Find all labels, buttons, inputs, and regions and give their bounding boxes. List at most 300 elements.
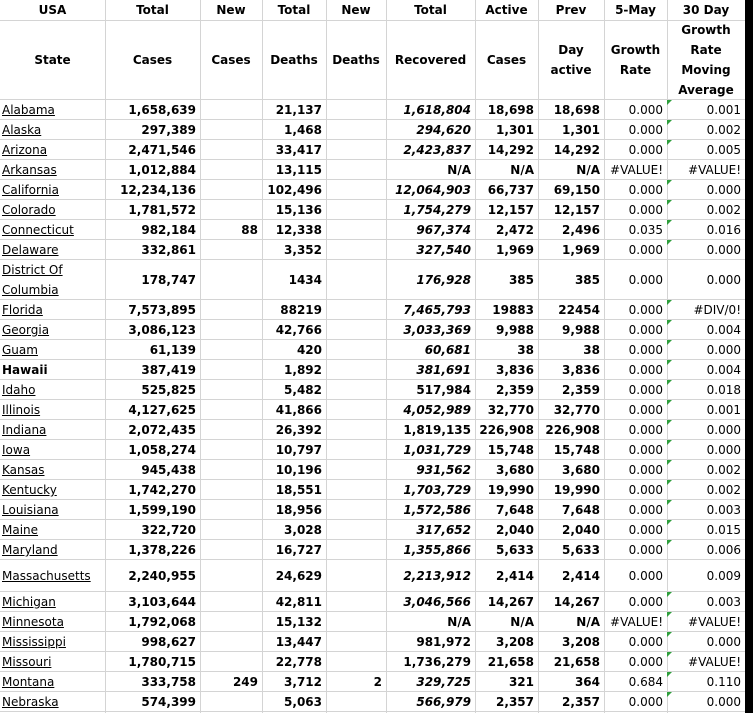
cell-growth-california[interactable]: 0.000 [628, 183, 663, 197]
cell-prev-arizona[interactable]: 14,292 [553, 143, 600, 157]
cell-recovered-delaware[interactable]: 327,540 [416, 243, 471, 257]
cell-cases-alaska[interactable]: 297,389 [141, 123, 196, 137]
cell-recovered-iowa[interactable]: 1,031,729 [403, 443, 471, 457]
header-state[interactable]: State [34, 53, 71, 67]
cell-new-cases-louisiana[interactable] [200, 500, 262, 520]
cell-recovered-arizona[interactable]: 2,423,837 [403, 143, 471, 157]
state-link-michigan[interactable] [0, 592, 105, 612]
cell-new-deaths-minnesota[interactable] [326, 612, 386, 632]
cell-avg-california[interactable]: 0.000 [667, 180, 745, 200]
cell-avg-maine[interactable]: 0.015 [667, 520, 745, 540]
cell-new-deaths-indiana[interactable] [326, 420, 386, 440]
cell-new-deaths-california[interactable] [326, 180, 386, 200]
state-link-montana[interactable] [0, 672, 105, 692]
header-date[interactable]: 5-May [615, 3, 656, 17]
cell-new-cases-iowa[interactable] [200, 440, 262, 460]
cell-cases-florida[interactable]: 7,573,895 [128, 303, 196, 317]
cell-prev-alaska[interactable]: 1,301 [562, 123, 600, 137]
header-total-recovered-top[interactable]: Total [414, 3, 447, 17]
cell-new-deaths-guam[interactable] [326, 340, 386, 360]
cell-new-cases-massachusetts[interactable] [200, 560, 262, 592]
cell-active-delaware[interactable]: 1,969 [496, 243, 534, 257]
cell-new-cases-colorado[interactable] [200, 200, 262, 220]
cell-recovered-maine[interactable]: 317,652 [416, 523, 471, 537]
state-link-maryland[interactable] [0, 540, 105, 560]
cell-active-nebraska[interactable]: 2,357 [496, 695, 534, 709]
cell-avg-delaware[interactable]: 0.000 [667, 240, 745, 260]
state-link-kentucky[interactable] [0, 480, 105, 500]
cell-new-deaths-maryland[interactable] [326, 540, 386, 560]
cell-new-deaths-iowa[interactable] [326, 440, 386, 460]
cell-active-maryland[interactable]: 5,633 [496, 543, 534, 557]
cell-cases-indiana[interactable]: 2,072,435 [128, 423, 196, 437]
header-prev-day-active[interactable]: Day active [550, 43, 592, 77]
cell-prev-massachusetts[interactable]: 2,414 [562, 569, 600, 583]
state-link-colorado[interactable] [0, 200, 105, 220]
cell-cases-iowa[interactable]: 1,058,274 [128, 443, 196, 457]
header-growth-rate[interactable]: Growth Rate [610, 43, 661, 77]
cell-recovered-indiana[interactable]: 1,819,135 [403, 423, 471, 437]
state-link-louisiana[interactable] [0, 500, 105, 520]
cell-new-cases-alaska[interactable] [200, 120, 262, 140]
cell-new-deaths-mississippi[interactable] [326, 632, 386, 652]
cell-active-massachusetts[interactable]: 2,414 [496, 569, 534, 583]
cell-cases-arkansas[interactable]: 1,012,884 [128, 163, 196, 177]
cell-avg-idaho[interactable]: 0.018 [667, 380, 745, 400]
cell-recovered-mississippi[interactable]: 981,972 [416, 635, 471, 649]
cell-growth-louisiana[interactable]: 0.000 [628, 503, 663, 517]
cell-new-cases-arkansas[interactable] [200, 160, 262, 180]
cell-active-alabama[interactable]: 18,698 [487, 103, 534, 117]
cell-growth-massachusetts[interactable]: 0.000 [628, 569, 663, 583]
cell-new-deaths-kentucky[interactable] [326, 480, 386, 500]
cell-cases-maryland[interactable]: 1,378,226 [128, 543, 196, 557]
cell-active-kansas[interactable]: 3,680 [496, 463, 534, 477]
header-active-cases-top[interactable]: Active [485, 3, 528, 17]
cell-prev-connecticut[interactable]: 2,496 [562, 223, 600, 237]
cell-growth-maryland[interactable]: 0.000 [628, 543, 663, 557]
cell-cases-mississippi[interactable]: 998,627 [141, 635, 196, 649]
cell-new-cases-indiana[interactable] [200, 420, 262, 440]
cell-prev-colorado[interactable]: 12,157 [553, 203, 600, 217]
state-link-alaska[interactable] [0, 120, 105, 140]
cell-prev-nebraska[interactable]: 2,357 [562, 695, 600, 709]
cell-recovered-florida[interactable]: 7,465,793 [403, 303, 471, 317]
cell-cases-kansas[interactable]: 945,438 [141, 463, 196, 477]
cell-deaths-alaska[interactable]: 1,468 [284, 123, 322, 137]
cell-new-cases-maine[interactable] [200, 520, 262, 540]
cell-growth-district-of-columbia[interactable]: 0.000 [628, 273, 663, 287]
cell-new-deaths-delaware[interactable] [326, 240, 386, 260]
cell-growth-arizona[interactable]: 0.000 [628, 143, 663, 157]
cell-growth-hawaii[interactable]: 0.000 [628, 363, 663, 377]
cell-cases-michigan[interactable]: 3,103,644 [128, 595, 196, 609]
cell-avg-guam[interactable]: 0.000 [667, 340, 745, 360]
cell-new-deaths-alabama[interactable] [326, 100, 386, 120]
cell-cases-district-of-columbia[interactable]: 178,747 [141, 273, 196, 287]
cell-growth-illinois[interactable]: 0.000 [628, 403, 663, 417]
cell-growth-montana[interactable]: 0.684 [628, 675, 663, 689]
cell-prev-maine[interactable]: 2,040 [562, 523, 600, 537]
cell-prev-mississippi[interactable]: 3,208 [562, 635, 600, 649]
cell-prev-hawaii[interactable]: 3,836 [562, 363, 600, 377]
cell-active-missouri[interactable]: 21,658 [487, 655, 534, 669]
cell-avg-illinois[interactable]: 0.001 [667, 400, 745, 420]
cell-growth-maine[interactable]: 0.000 [628, 523, 663, 537]
cell-cases-hawaii[interactable]: 387,419 [141, 363, 196, 377]
cell-recovered-connecticut[interactable]: 967,374 [416, 223, 471, 237]
cell-deaths-louisiana[interactable]: 18,956 [275, 503, 322, 517]
cell-cases-maine[interactable]: 322,720 [141, 523, 196, 537]
header-total-recovered[interactable]: Recovered [394, 53, 467, 67]
cell-deaths-missouri[interactable]: 22,778 [275, 655, 322, 669]
cell-new-cases-montana[interactable]: 249 [232, 675, 258, 689]
cell-recovered-hawaii[interactable]: 381,691 [416, 363, 471, 377]
state-link-arizona[interactable] [0, 140, 105, 160]
header-active-cases[interactable]: Cases [486, 53, 527, 67]
cell-new-cases-idaho[interactable] [200, 380, 262, 400]
header-30-day-growth-rate-moving-average[interactable]: 30 Day Growth Rate Moving Average [678, 3, 734, 97]
cell-new-cases-illinois[interactable] [200, 400, 262, 420]
cell-recovered-alaska[interactable]: 294,620 [416, 123, 471, 137]
cell-recovered-kentucky[interactable]: 1,703,729 [403, 483, 471, 497]
cell-cases-guam[interactable]: 61,139 [149, 343, 196, 357]
cell-active-guam[interactable]: 38 [517, 343, 534, 357]
cell-active-mississippi[interactable]: 3,208 [496, 635, 534, 649]
cell-avg-nebraska[interactable]: 0.000 [667, 692, 745, 712]
header-total-deaths[interactable]: Deaths [270, 53, 318, 67]
cell-recovered-massachusetts[interactable]: 2,213,912 [403, 569, 471, 583]
cell-deaths-arkansas[interactable]: 13,115 [275, 163, 322, 177]
state-link-massachusetts[interactable] [0, 560, 105, 592]
cell-new-deaths-missouri[interactable] [326, 652, 386, 672]
cell-avg-colorado[interactable]: 0.002 [667, 200, 745, 220]
cell-active-colorado[interactable]: 12,157 [487, 203, 534, 217]
cell-avg-louisiana[interactable]: 0.003 [667, 500, 745, 520]
cell-recovered-georgia[interactable]: 3,033,369 [403, 323, 471, 337]
cell-recovered-nebraska[interactable]: 566,979 [416, 695, 471, 709]
cell-new-deaths-district-of-columbia[interactable] [326, 260, 386, 300]
state-link-nebraska[interactable] [0, 692, 105, 712]
cell-avg-iowa[interactable]: 0.000 [667, 440, 745, 460]
cell-avg-minnesota[interactable]: #VALUE! [667, 612, 745, 632]
cell-active-connecticut[interactable]: 2,472 [496, 223, 534, 237]
state-link-florida[interactable] [0, 300, 105, 320]
cell-deaths-minnesota[interactable]: 15,132 [275, 615, 322, 629]
cell-prev-michigan[interactable]: 14,267 [553, 595, 600, 609]
cell-avg-arizona[interactable]: 0.005 [667, 140, 745, 160]
cell-prev-arkansas[interactable]: N/A [576, 163, 600, 177]
cell-cases-nebraska[interactable]: 574,399 [141, 695, 196, 709]
cell-recovered-maryland[interactable]: 1,355,866 [403, 543, 471, 557]
cell-deaths-illinois[interactable]: 41,866 [275, 403, 322, 417]
cell-new-deaths-illinois[interactable] [326, 400, 386, 420]
state-link-connecticut[interactable] [0, 220, 105, 240]
cell-new-deaths-maine[interactable] [326, 520, 386, 540]
cell-deaths-florida[interactable]: 88219 [280, 303, 322, 317]
state-link-hawaii[interactable] [0, 360, 105, 380]
cell-deaths-california[interactable]: 102,496 [267, 183, 322, 197]
cell-new-cases-delaware[interactable] [200, 240, 262, 260]
cell-cases-missouri[interactable]: 1,780,715 [128, 655, 196, 669]
cell-deaths-montana[interactable]: 3,712 [284, 675, 322, 689]
cell-prev-indiana[interactable]: 226,908 [545, 423, 600, 437]
cell-avg-district-of-columbia[interactable]: 0.000 [706, 273, 741, 287]
cell-new-cases-district-of-columbia[interactable] [200, 260, 262, 300]
cell-deaths-mississippi[interactable]: 13,447 [275, 635, 322, 649]
cell-prev-georgia[interactable]: 9,988 [562, 323, 600, 337]
cell-deaths-massachusetts[interactable]: 24,629 [275, 569, 322, 583]
cell-growth-colorado[interactable]: 0.000 [628, 203, 663, 217]
cell-new-deaths-connecticut[interactable] [326, 220, 386, 240]
cell-recovered-idaho[interactable]: 517,984 [416, 383, 471, 397]
cell-active-iowa[interactable]: 15,748 [487, 443, 534, 457]
cell-prev-guam[interactable]: 38 [583, 343, 600, 357]
header-new-deaths[interactable]: Deaths [332, 53, 380, 67]
cell-new-cases-florida[interactable] [200, 300, 262, 320]
cell-growth-connecticut[interactable]: 0.035 [628, 223, 663, 237]
cell-prev-kansas[interactable]: 3,680 [562, 463, 600, 477]
cell-avg-alaska[interactable]: 0.002 [667, 120, 745, 140]
cell-growth-iowa[interactable]: 0.000 [628, 443, 663, 457]
cell-active-louisiana[interactable]: 7,648 [496, 503, 534, 517]
cell-prev-missouri[interactable]: 21,658 [553, 655, 600, 669]
cell-deaths-kentucky[interactable]: 18,551 [275, 483, 322, 497]
cell-deaths-indiana[interactable]: 26,392 [275, 423, 322, 437]
cell-cases-massachusetts[interactable]: 2,240,955 [128, 569, 196, 583]
cell-deaths-delaware[interactable]: 3,352 [284, 243, 322, 257]
cell-new-deaths-arkansas[interactable] [326, 160, 386, 180]
state-link-california[interactable] [0, 180, 105, 200]
cell-new-deaths-florida[interactable] [326, 300, 386, 320]
cell-active-california[interactable]: 66,737 [487, 183, 534, 197]
state-link-iowa[interactable] [0, 440, 105, 460]
state-link-missouri[interactable] [0, 652, 105, 672]
cell-cases-idaho[interactable]: 525,825 [141, 383, 196, 397]
cell-active-district-of-columbia[interactable]: 385 [508, 273, 534, 287]
cell-new-cases-georgia[interactable] [200, 320, 262, 340]
cell-new-deaths-louisiana[interactable] [326, 500, 386, 520]
cell-growth-delaware[interactable]: 0.000 [628, 243, 663, 257]
cell-avg-kentucky[interactable]: 0.002 [667, 480, 745, 500]
cell-new-deaths-massachusetts[interactable] [326, 560, 386, 592]
cell-growth-mississippi[interactable]: 0.000 [628, 635, 663, 649]
cell-prev-idaho[interactable]: 2,359 [562, 383, 600, 397]
cell-active-kentucky[interactable]: 19,990 [487, 483, 534, 497]
cell-new-cases-california[interactable] [200, 180, 262, 200]
cell-deaths-georgia[interactable]: 42,766 [275, 323, 322, 337]
cell-active-hawaii[interactable]: 3,836 [496, 363, 534, 377]
cell-growth-georgia[interactable]: 0.000 [628, 323, 663, 337]
cell-deaths-district-of-columbia[interactable]: 1434 [288, 273, 322, 287]
cell-prev-montana[interactable]: 364 [574, 675, 600, 689]
state-link-indiana[interactable] [0, 420, 105, 440]
cell-new-deaths-hawaii[interactable] [326, 360, 386, 380]
cell-active-arkansas[interactable]: N/A [510, 163, 534, 177]
state-link-georgia[interactable] [0, 320, 105, 340]
cell-avg-missouri[interactable]: #VALUE! [667, 652, 745, 672]
state-link-idaho[interactable] [0, 380, 105, 400]
cell-active-arizona[interactable]: 14,292 [487, 143, 534, 157]
cell-avg-hawaii[interactable]: 0.004 [667, 360, 745, 380]
header-total-cases[interactable]: Cases [132, 53, 173, 67]
cell-growth-idaho[interactable]: 0.000 [628, 383, 663, 397]
cell-deaths-idaho[interactable]: 5,482 [284, 383, 322, 397]
cell-growth-minnesota[interactable]: #VALUE! [610, 615, 663, 629]
cell-new-cases-nebraska[interactable] [200, 692, 262, 712]
cell-new-cases-mississippi[interactable] [200, 632, 262, 652]
cell-recovered-colorado[interactable]: 1,754,279 [403, 203, 471, 217]
cell-new-cases-arizona[interactable] [200, 140, 262, 160]
header-prev-day-top[interactable]: Prev [555, 3, 587, 17]
cell-recovered-montana[interactable]: 329,725 [416, 675, 471, 689]
cell-new-cases-michigan[interactable] [200, 592, 262, 612]
cell-new-cases-kansas[interactable] [200, 460, 262, 480]
cell-prev-alabama[interactable]: 18,698 [553, 103, 600, 117]
cell-new-cases-connecticut[interactable]: 88 [241, 223, 258, 237]
cell-avg-connecticut[interactable]: 0.016 [667, 220, 745, 240]
cell-new-cases-guam[interactable] [200, 340, 262, 360]
cell-prev-minnesota[interactable]: N/A [576, 615, 600, 629]
cell-new-deaths-kansas[interactable] [326, 460, 386, 480]
cell-cases-arizona[interactable]: 2,471,546 [128, 143, 196, 157]
cell-growth-kansas[interactable]: 0.000 [628, 463, 663, 477]
header-total-cases-top[interactable]: Total [136, 3, 169, 17]
state-link-illinois[interactable] [0, 400, 105, 420]
cell-new-deaths-alaska[interactable] [326, 120, 386, 140]
cell-recovered-alabama[interactable]: 1,618,804 [403, 103, 471, 117]
cell-recovered-california[interactable]: 12,064,903 [395, 183, 471, 197]
cell-new-deaths-nebraska[interactable] [326, 692, 386, 712]
cell-cases-kentucky[interactable]: 1,742,270 [128, 483, 196, 497]
cell-deaths-hawaii[interactable]: 1,892 [284, 363, 322, 377]
cell-growth-nebraska[interactable]: 0.000 [628, 695, 663, 709]
cell-prev-district-of-columbia[interactable]: 385 [574, 273, 600, 287]
cell-growth-florida[interactable]: 0.000 [628, 303, 663, 317]
cell-prev-florida[interactable]: 22454 [558, 303, 600, 317]
cell-deaths-michigan[interactable]: 42,811 [275, 595, 322, 609]
cell-deaths-kansas[interactable]: 10,196 [275, 463, 322, 477]
cell-prev-delaware[interactable]: 1,969 [562, 243, 600, 257]
cell-deaths-guam[interactable]: 420 [296, 343, 322, 357]
state-link-maine[interactable] [0, 520, 105, 540]
cell-avg-georgia[interactable]: 0.004 [667, 320, 745, 340]
cell-cases-connecticut[interactable]: 982,184 [141, 223, 196, 237]
state-link-district-of-columbia[interactable] [0, 260, 105, 300]
cell-recovered-minnesota[interactable]: N/A [447, 615, 471, 629]
header-total-deaths-top[interactable]: Total [277, 3, 311, 17]
cell-cases-colorado[interactable]: 1,781,572 [128, 203, 196, 217]
cell-new-deaths-michigan[interactable] [326, 592, 386, 612]
cell-active-alaska[interactable]: 1,301 [496, 123, 534, 137]
cell-cases-california[interactable]: 12,234,136 [120, 183, 196, 197]
cell-new-cases-missouri[interactable] [200, 652, 262, 672]
header-new-deaths-top[interactable]: New [341, 3, 371, 17]
cell-recovered-louisiana[interactable]: 1,572,586 [403, 503, 471, 517]
state-link-mississippi[interactable] [0, 632, 105, 652]
cell-avg-indiana[interactable]: 0.000 [667, 420, 745, 440]
cell-cases-delaware[interactable]: 332,861 [141, 243, 196, 257]
cell-growth-kentucky[interactable]: 0.000 [628, 483, 663, 497]
cell-active-montana[interactable]: 321 [508, 675, 534, 689]
header-country[interactable]: USA [38, 3, 67, 17]
cell-avg-florida[interactable]: #DIV/0! [667, 300, 745, 320]
cell-growth-alabama[interactable]: 0.000 [628, 103, 663, 117]
cell-avg-mississippi[interactable]: 0.000 [667, 632, 745, 652]
cell-new-deaths-montana[interactable]: 2 [373, 675, 382, 689]
cell-growth-alaska[interactable]: 0.000 [628, 123, 663, 137]
cell-growth-arkansas[interactable]: #VALUE! [610, 163, 663, 177]
cell-growth-michigan[interactable]: 0.000 [628, 595, 663, 609]
state-link-alabama[interactable] [0, 100, 105, 120]
cell-avg-montana[interactable]: 0.110 [667, 672, 745, 692]
cell-cases-montana[interactable]: 333,758 [141, 675, 196, 689]
cell-cases-illinois[interactable]: 4,127,625 [128, 403, 196, 417]
cell-deaths-arizona[interactable]: 33,417 [275, 143, 322, 157]
cell-avg-kansas[interactable]: 0.002 [667, 460, 745, 480]
cell-prev-iowa[interactable]: 15,748 [553, 443, 600, 457]
cell-avg-maryland[interactable]: 0.006 [667, 540, 745, 560]
cell-prev-kentucky[interactable]: 19,990 [553, 483, 600, 497]
cell-new-deaths-arizona[interactable] [326, 140, 386, 160]
cell-new-cases-alabama[interactable] [200, 100, 262, 120]
cell-new-deaths-colorado[interactable] [326, 200, 386, 220]
cell-deaths-maryland[interactable]: 16,727 [275, 543, 322, 557]
cell-prev-california[interactable]: 69,150 [553, 183, 600, 197]
cell-cases-minnesota[interactable]: 1,792,068 [128, 615, 196, 629]
cell-recovered-kansas[interactable]: 931,562 [416, 463, 471, 477]
cell-active-maine[interactable]: 2,040 [496, 523, 534, 537]
cell-recovered-arkansas[interactable]: N/A [447, 163, 471, 177]
cell-new-cases-maryland[interactable] [200, 540, 262, 560]
cell-active-illinois[interactable]: 32,770 [487, 403, 534, 417]
cell-recovered-guam[interactable]: 60,681 [424, 343, 471, 357]
cell-avg-massachusetts[interactable]: 0.009 [706, 569, 741, 583]
cell-active-georgia[interactable]: 9,988 [496, 323, 534, 337]
cell-growth-indiana[interactable]: 0.000 [628, 423, 663, 437]
cell-cases-alabama[interactable]: 1,658,639 [128, 103, 196, 117]
header-new-cases-top[interactable]: New [216, 3, 246, 17]
cell-deaths-maine[interactable]: 3,028 [284, 523, 322, 537]
cell-prev-maryland[interactable]: 5,633 [562, 543, 600, 557]
cell-prev-louisiana[interactable]: 7,648 [562, 503, 600, 517]
state-link-kansas[interactable] [0, 460, 105, 480]
cell-cases-georgia[interactable]: 3,086,123 [128, 323, 196, 337]
cell-active-florida[interactable]: 19883 [492, 303, 534, 317]
cell-avg-alabama[interactable]: 0.001 [667, 100, 745, 120]
cell-growth-guam[interactable]: 0.000 [628, 343, 663, 357]
cell-growth-missouri[interactable]: 0.000 [628, 655, 663, 669]
state-link-arkansas[interactable] [0, 160, 105, 180]
cell-deaths-connecticut[interactable]: 12,338 [275, 223, 322, 237]
cell-new-cases-kentucky[interactable] [200, 480, 262, 500]
cell-recovered-district-of-columbia[interactable]: 176,928 [416, 273, 471, 287]
cell-deaths-iowa[interactable]: 10,797 [275, 443, 322, 457]
cell-prev-illinois[interactable]: 32,770 [553, 403, 600, 417]
cell-cases-louisiana[interactable]: 1,599,190 [128, 503, 196, 517]
cell-new-deaths-georgia[interactable] [326, 320, 386, 340]
cell-active-michigan[interactable]: 14,267 [487, 595, 534, 609]
cell-recovered-michigan[interactable]: 3,046,566 [403, 595, 471, 609]
cell-avg-michigan[interactable]: 0.003 [667, 592, 745, 612]
state-link-delaware[interactable] [0, 240, 105, 260]
cell-active-minnesota[interactable]: N/A [510, 615, 534, 629]
state-link-guam[interactable] [0, 340, 105, 360]
header-new-cases[interactable]: Cases [211, 53, 251, 67]
cell-deaths-alabama[interactable]: 21,137 [275, 103, 322, 117]
cell-avg-arkansas[interactable]: #VALUE! [688, 163, 741, 177]
cell-new-cases-hawaii[interactable] [200, 360, 262, 380]
